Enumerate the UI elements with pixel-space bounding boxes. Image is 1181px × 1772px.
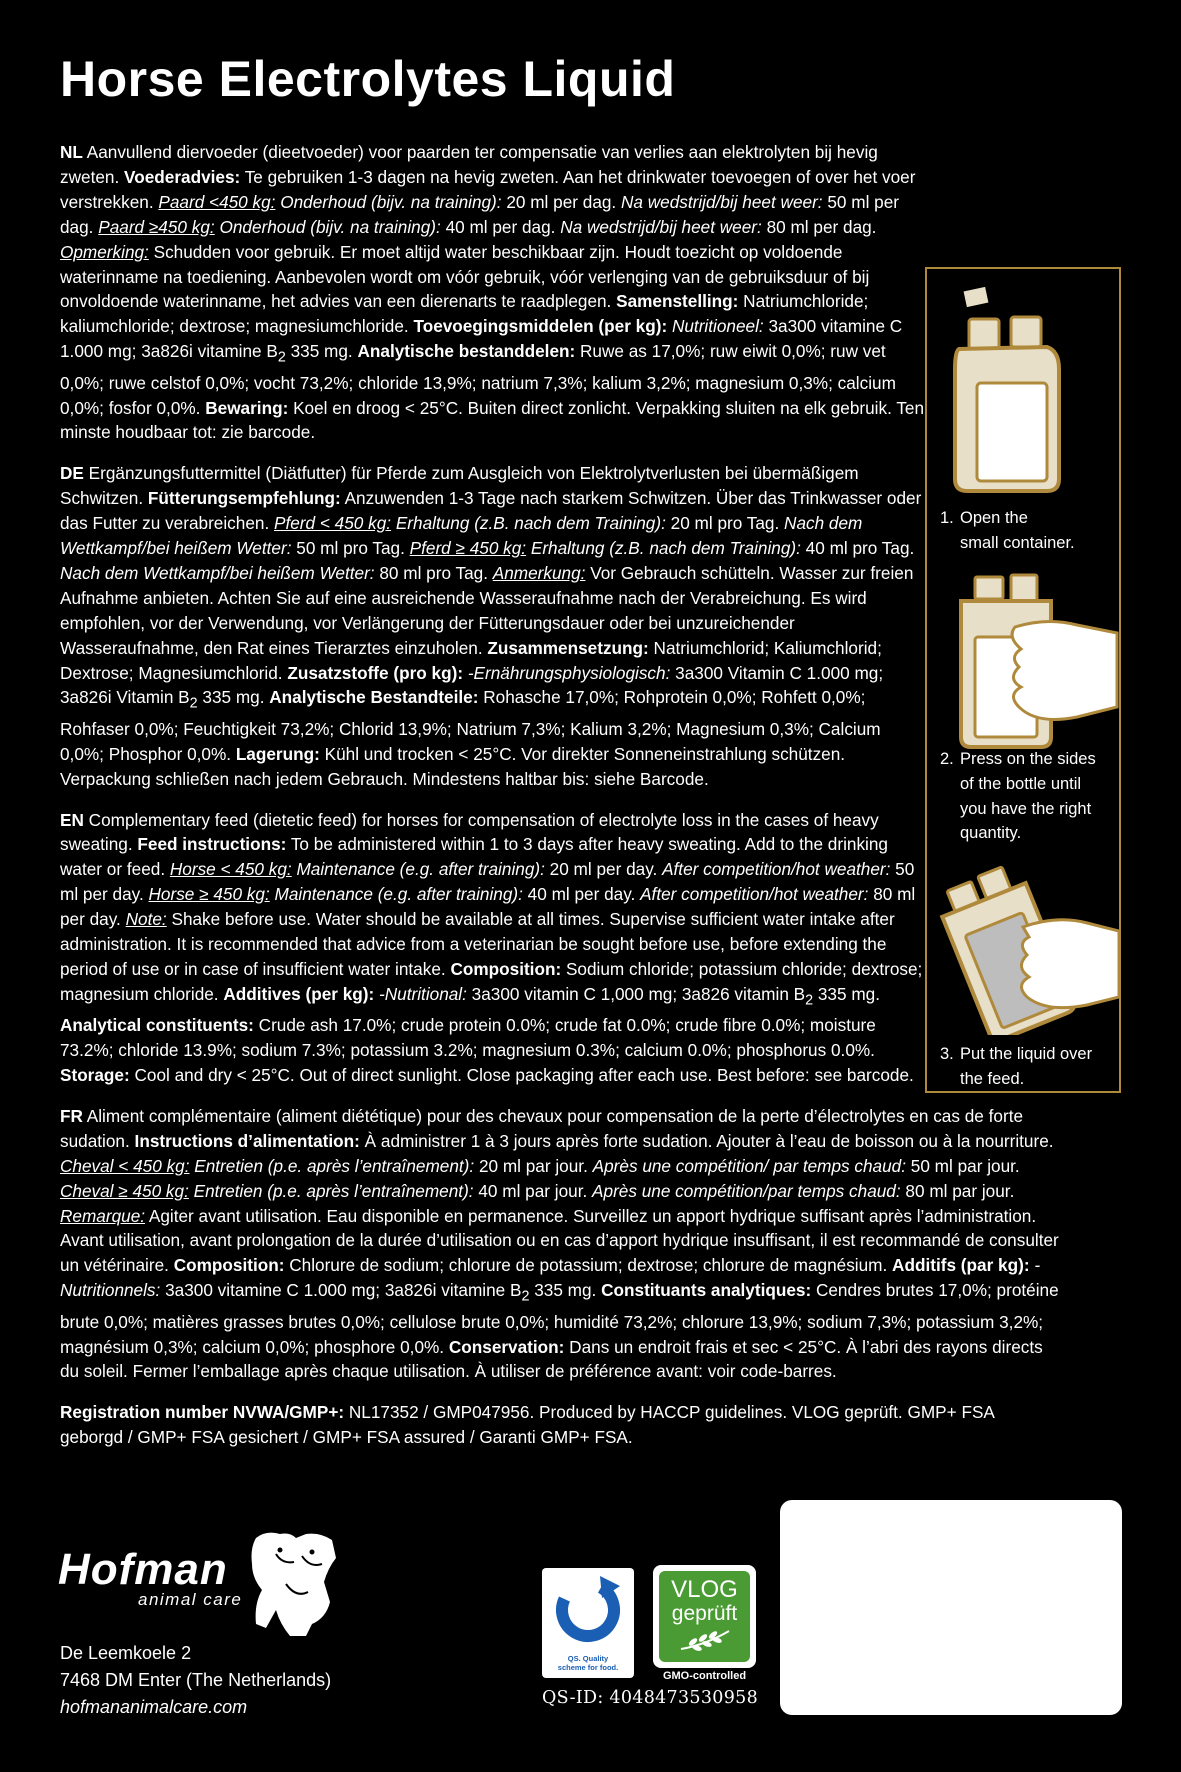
website-link[interactable]: hofmananimalcare.com	[60, 1697, 248, 1717]
step-text: of the bottle until	[960, 774, 1082, 793]
step-text: Put the liquid over	[960, 1045, 1093, 1063]
registration-label: Registration number NVWA/GMP+:	[60, 1402, 345, 1423]
step-3	[940, 1042, 1115, 1092]
maintenance: Entretien (p.e. après l’entraînement):	[189, 1155, 475, 1176]
dose: 20 ml per dag.	[501, 191, 621, 212]
subscript: 2	[189, 695, 198, 712]
brand-logo: Hofman	[58, 1545, 228, 1594]
wheat-icon	[675, 1625, 735, 1653]
additives-heading: Additifs (par kg):	[892, 1255, 1030, 1276]
competition: After competition/hot weather:	[640, 884, 869, 905]
feed-text: À administrer 1 à 3 jours après forte sudation. Ajouter à l’eau de boisson ou à la nourriture.	[359, 1130, 1054, 1151]
qs-caption-line: scheme for food.	[557, 1663, 619, 1672]
step-number: 3.	[940, 1045, 954, 1063]
step-text: quantity.	[960, 824, 1022, 843]
horse-small: Paard <450 kg:	[158, 191, 276, 212]
intro: Aliment complémentaire (aliment diététique) pour des chevaux pour compensation de la perte d’électrolytes en cas de forte sudation.	[60, 1105, 1024, 1151]
intro: Complementary feed (dietetic feed) for horses for compensation of electrolyte loss in the cases of heavy sweating.	[60, 809, 879, 855]
horse-large: Pferd ≥ 450 kg:	[409, 538, 527, 559]
analytical-text: Crude ash 17.0%; crude protein 0.0%; crude fat 0.0%; crude fibre 0.0%; moisture 73.2%; chloride 13.9%; sodium 7.3%; potassium 3.2%; magnesium 0.3%; calcium 0.0%; phosphorus 0.0%.	[60, 1015, 876, 1061]
additives-text: 3a300 vitamine C 1.000 mg; 3a826i vitamine B	[160, 1280, 522, 1301]
analytical-heading: Analytische bestanddelen:	[357, 341, 576, 362]
dose: 80 ml per day.	[60, 884, 916, 930]
analytical-heading: Analytische Bestandteile:	[269, 687, 479, 708]
note-text: Shake before use. Water should be available at all times. Supervise sufficient water intake after administration. It is recommended that advice from a veterinarian be sought before use, before extending the period of use or in case of insufficient water intake.	[60, 909, 895, 979]
additives-heading: Toevoegingsmiddelen (per kg):	[413, 316, 668, 337]
composition-text: Chlorure de sodium; chlorure de potassium; dextrose; chlorure de magnésium.	[284, 1255, 893, 1276]
feed-heading: Feed instructions:	[137, 834, 287, 855]
note-heading: Remarque:	[60, 1205, 146, 1226]
dose: 20 ml pro Tag.	[665, 513, 785, 534]
storage-heading: Lagerung:	[235, 743, 320, 764]
dose: 40 ml par jour.	[473, 1180, 593, 1201]
composition-heading: Samenstelling:	[616, 291, 739, 312]
feed-heading: Instructions d’alimentation:	[134, 1130, 360, 1151]
lang-code: DE	[60, 463, 84, 484]
lang-code: NL	[60, 142, 83, 162]
feed-text: To be administered within 1 to 3 days after heavy sweating. Add to the drinking water or feed.	[60, 834, 888, 880]
note-text: Vor Gebrauch schütteln. Wasser zur freien Aufnahme anbieten. Achten Sie auf eine ausreichende Wasseraufnahme nach der Verabreichung. Es wird empfohlen, vor der Verwendung, vor Verlängerung der Fütterungsdauer oder bei unzureichender Wasseraufnahme, den Rat eines Tierarztes einzuholen.	[60, 562, 914, 658]
additives-heading: Additives (per kg):	[223, 983, 375, 1004]
dose: 80 ml per dag.	[761, 216, 877, 237]
composition-text: Sodium chloride; potassium chloride; dextrose; magnesium chloride.	[60, 958, 923, 1004]
qs-logo	[542, 1568, 634, 1678]
barcode-area	[780, 1500, 1122, 1715]
dose: 50 ml pro Tag.	[291, 538, 410, 559]
intro: Aanvullend diervoeder (dieetvoeder) voor paarden ter compensatie van verlies aan elektrolyten bij hevig zweten.	[60, 142, 878, 187]
dose: 40 ml per dag.	[440, 216, 561, 237]
additives-text: 335 mg.	[285, 341, 358, 362]
competition: Après une compétition/par temps chaud:	[592, 1180, 901, 1201]
additives-text: 3a300 Vitamin C 1.000 mg; 3a826i Vitamin B	[60, 662, 884, 708]
step-number: 1.	[940, 509, 954, 527]
vlog-badge	[659, 1571, 750, 1662]
competition: Après une compétition/ par temps chaud:	[592, 1155, 907, 1176]
dose: 50 ml par jour.	[906, 1155, 1020, 1176]
analytical-text: Cendres brutes 17,0%; protéine brute 0,0%; matières grasses brutes 0,0%; cellulose brute 0,0%; humidité 73,2%; chlorure 13,9%; sodium 7,3%; potassium 3,2%; magnésium 0,3%; calcium 0,0%; phosphore 0,0%.	[60, 1280, 1059, 1357]
qs-caption	[542, 1654, 634, 1672]
feed-text: Te gebruiken 1-3 dagen na hevig zweten. Aan het drinkwater toevoegen of over het voer verstrekken.	[60, 166, 916, 212]
composition-heading: Zusammensetzung:	[487, 637, 649, 658]
storage-text: Dans un endroit frais et sec < 25°C. À l’abri des rayons directs du soleil. Fermer l’emballage après chaque utilisation. À utiliser de préférence avant: voir code-barres.	[60, 1336, 1043, 1382]
horse-small: Pferd < 450 kg:	[274, 513, 392, 534]
subscript: 2	[805, 992, 814, 1009]
bottle-open-icon	[927, 279, 1119, 499]
horse-large: Paard ≥450 kg:	[98, 216, 215, 237]
section-en	[60, 808, 925, 1088]
dose: 80 ml par jour.	[900, 1180, 1015, 1201]
instruction-panel	[925, 267, 1121, 1093]
lang-code: EN	[60, 809, 84, 830]
composition-text: Natriumchloride; kaliumchloride; dextrose; magnesiumchloride.	[60, 291, 869, 337]
feed-heading: Voederadvies:	[124, 166, 241, 187]
horse-large: Cheval ≥ 450 kg:	[60, 1180, 189, 1201]
dose: 50 ml per day.	[60, 859, 915, 905]
storage-heading: Storage:	[60, 1065, 130, 1086]
note-text: Agiter avant utilisation. Eau disponible en permanence. Surveillez un apport hydrique suffisant après l’administration. Avant utilisation, avant prolongation de la durée d’utilisation ou en cas d’apport hydrique insuffisant, il est recommandé de consulter un vétérinaire.	[60, 1205, 1059, 1276]
additives-type: -Nutritional:	[374, 983, 467, 1004]
registration	[60, 1400, 1060, 1450]
note-heading: Opmerking:	[60, 241, 149, 262]
intro: Ergänzungsfuttermittel (Diätfutter) für Pferde zum Ausgleich von Elektrolytverlusten bei übermäßigem Schwitzen.	[60, 463, 859, 509]
feed-heading: Fütterungsempfehlung:	[147, 488, 341, 509]
gmo-label: GMO-controlled	[662, 1670, 747, 1682]
composition-text: Natriumchlorid; Kaliumchlorid; Dextrose; Magnesiumchlorid.	[60, 637, 882, 683]
address-line: 7468 DM Enter (The Netherlands)	[60, 1670, 332, 1690]
vlog-logo	[653, 1565, 756, 1668]
maintenance: Maintenance (e.g. after training):	[291, 859, 545, 880]
analytical-text: Rohasche 17,0%; Rohprotein 0,0%; Rohfett 0,0%; Rohfaser 0,0%; Feuchtigkeit 73,2%; Chlorid 13,9%; Natrium 7,3%; Kalium 3,2%; Magnesium 0,3%; Calcium 0,0%; Phosphor 0,0%.	[60, 687, 881, 764]
step-text: the feed.	[960, 1069, 1025, 1088]
note-heading: Anmerkung:	[492, 562, 586, 583]
composition-heading: Composition:	[173, 1255, 285, 1276]
maintenance: Entretien (p.e. après l’entraînement):	[188, 1180, 474, 1201]
address-line: De Leemkoele 2	[60, 1643, 192, 1663]
competition: Na wedstrijd/bij heet weer:	[621, 191, 823, 212]
horse-small: Cheval < 450 kg:	[60, 1155, 190, 1176]
maintenance: Onderhoud (bijv. na training):	[214, 216, 441, 237]
vlog-text: VLOG	[671, 1576, 738, 1603]
section-de	[60, 461, 925, 791]
additives-type: -Nutritionnels:	[60, 1255, 1041, 1301]
dose: 50 ml per dag.	[60, 191, 899, 237]
horse-small: Horse < 450 kg:	[169, 859, 292, 880]
storage-heading: Bewaring:	[205, 397, 289, 418]
additives-type: -Ernährungsphysiologisch:	[463, 662, 671, 683]
analytical-heading: Constituants analytiques:	[601, 1280, 812, 1301]
bottle-press-icon	[927, 567, 1119, 757]
subscript: 2	[521, 1288, 530, 1305]
qs-caption-line: QS. Quality	[567, 1654, 609, 1663]
subscript: 2	[277, 349, 286, 366]
maintenance: Onderhoud (bijv. na training):	[275, 191, 502, 212]
bottle-pour-icon	[927, 857, 1119, 1035]
additives-text: 335 mg.	[197, 687, 270, 708]
step-text: Press on the sides	[960, 750, 1096, 768]
vlog-text: geprüft	[671, 1602, 738, 1625]
additives-type: Nutritioneel:	[667, 316, 764, 337]
additives-heading: Zusatzstoffe (pro kg):	[287, 662, 464, 683]
analytical-text: Ruwe as 17,0%; ruw eiwit 0,0%; ruw vet 0,0%; ruwe celstof 0,0%; vocht 73,2%; chloride 13,9%; natrium 7,3%; kalium 3,2%; magnesium 0,3%; calcium 0,0%; fosfor 0,0%.	[60, 341, 896, 418]
animals-logo-icon	[246, 1528, 342, 1638]
competition: Na wedstrijd/bij heet weer:	[560, 216, 762, 237]
competition: After competition/hot weather:	[662, 859, 891, 880]
maintenance: Erhaltung (z.B. nach dem Training):	[526, 538, 801, 559]
competition: Nach dem Wettkampf/bei heißem Wetter:	[60, 562, 375, 583]
competition: Nach dem Wettkampf/bei heißem Wetter:	[60, 513, 863, 559]
dose: 20 ml per day.	[544, 859, 663, 880]
lang-code: FR	[60, 1105, 83, 1126]
additives-text: 3a300 vitamin C 1,000 mg; 3a826 vitamin B	[466, 983, 806, 1004]
analytical-heading: Analytical constituents:	[60, 1015, 254, 1036]
note-text: Schudden voor gebruik. Er moet altijd water beschikbaar zijn. Houdt toezicht op voldoende waterinname na toediening. Aanbevolen wordt om vóór gebruik, vóór verlenging van de gebruiksduur of bij onvoldoende waterinname, het advies van een dierenarts te raadplegen.	[60, 241, 870, 312]
section-nl	[60, 140, 925, 445]
storage-text: Koel en droog < 25°C. Buiten direct zonlicht. Verpakking sluiten na elk gebruik. Ten minste houdbaar tot: zie barcode.	[60, 397, 925, 443]
registration-text: NL17352 / GMP047956. Produced by HACCP guidelines. VLOG geprüft. GMP+ FSA geborgd / GMP+ FSA gesichert / GMP+ FSA assured / Garanti GMP+ FSA.	[60, 1402, 994, 1448]
qs-arrow-icon	[542, 1568, 634, 1648]
step-2	[940, 747, 1115, 846]
additives-text: 335 mg.	[529, 1280, 602, 1301]
address-block	[60, 1640, 331, 1721]
additives-text: 3a300 vitamine C 1.000 mg; 3a826i vitamine B	[60, 316, 903, 362]
storage-text: Kühl und trocken < 25°C. Vor direkter Sonneneinstrahlung schützen. Verpackung schließen nach jedem Gebrauch. Mindestens haltbar bis: siehe Barcode.	[60, 743, 846, 789]
qs-id: QS-ID: 4048473530958	[542, 1688, 759, 1708]
brand-sub: animal care	[138, 1590, 243, 1609]
maintenance: Erhaltung (z.B. nach dem Training):	[391, 513, 666, 534]
step-text: you have the right	[960, 799, 1092, 818]
horse-large: Horse ≥ 450 kg:	[148, 884, 270, 905]
step-text: Open the	[960, 509, 1028, 527]
composition-heading: Composition:	[450, 958, 562, 979]
feed-text: Anzuwenden 1-3 Tage nach starkem Schwitzen. Über das Trinkwasser oder das Futter zu verabreichen.	[60, 488, 922, 534]
step-number: 2.	[940, 750, 954, 768]
additives-text: 335 mg.	[813, 983, 880, 1004]
dose: 40 ml per day.	[522, 884, 641, 905]
note-heading: Note:	[125, 909, 167, 930]
step-text: small container.	[960, 533, 1075, 552]
product-title: Horse Electrolytes Liquid	[60, 51, 676, 107]
storage-text: Cool and dry < 25°C. Out of direct sunlight. Close packaging after each use. Best before: see barcode.	[129, 1065, 914, 1086]
storage-heading: Conservation:	[448, 1336, 565, 1357]
maintenance: Maintenance (e.g. after training):	[269, 884, 523, 905]
dose: 20 ml par jour.	[474, 1155, 593, 1176]
dose: 80 ml pro Tag.	[374, 562, 493, 583]
step-1	[940, 506, 1115, 556]
section-fr	[60, 1104, 1060, 1384]
dose: 40 ml pro Tag.	[800, 538, 915, 559]
